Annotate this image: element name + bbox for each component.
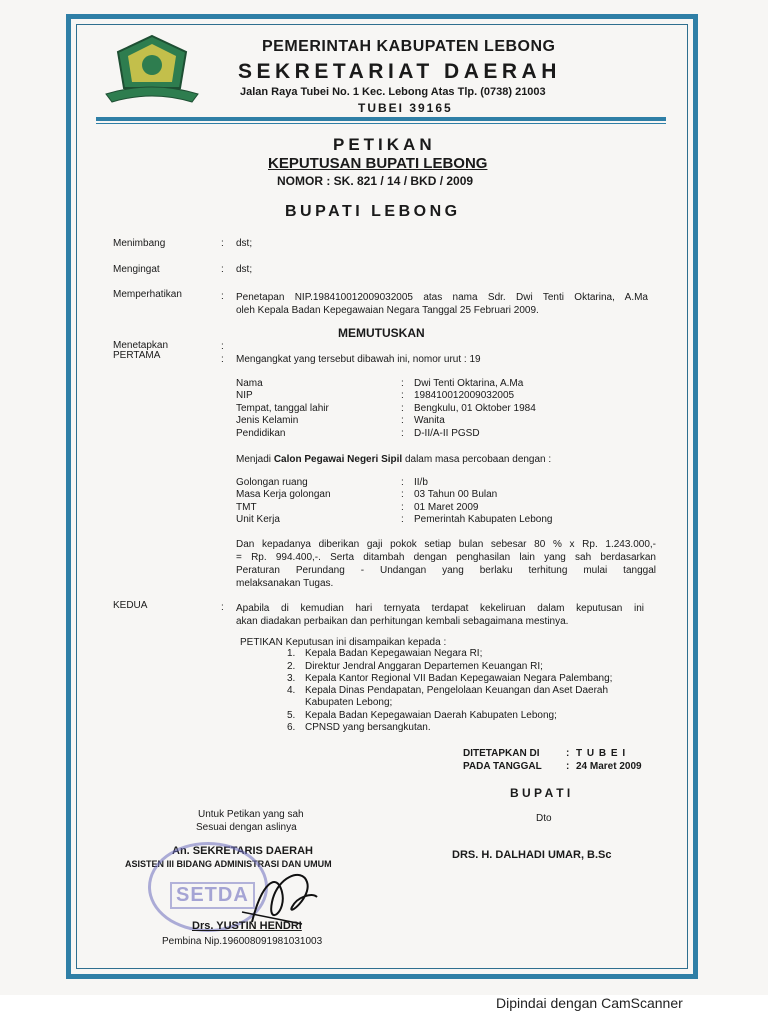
header-divider-thin xyxy=(96,123,666,124)
sesuai-aslinya: Sesuai dengan aslinya xyxy=(196,822,297,833)
title-bupati: BUPATI LEBONG xyxy=(285,203,461,220)
tmt-colon: : xyxy=(401,502,404,513)
nama-colon: : xyxy=(401,378,404,389)
dto-mark: Dto xyxy=(536,813,552,824)
dist-item-3: Kepala Kantor Regional VII Badan Kepegawaian Negara Palembang; xyxy=(305,673,613,684)
menjadi-text xyxy=(236,453,551,466)
gender-value: Wanita xyxy=(414,415,445,426)
mengingat-colon: : xyxy=(221,264,224,275)
memperhatikan-line2: oleh Kepala Badan Kepegawaian Negara Tanggal 25 Februari 2009. xyxy=(236,305,539,316)
menjadi-pre: Menjadi xyxy=(236,454,274,465)
memperhatikan-label: Memperhatikan xyxy=(113,289,182,300)
dist-num-6: 6. xyxy=(287,722,296,733)
nama-value: Dwi Tenti Oktarina, A.Ma xyxy=(414,378,524,389)
menimbang-colon: : xyxy=(221,238,224,249)
mengingat-value: dst; xyxy=(236,264,253,275)
kedua-colon: : xyxy=(221,602,224,613)
dist-item-4: Kepala Dinas Pendapatan, Pengelolaan Keuangan dan Aset Daerah xyxy=(305,685,609,696)
ditetapkan-colon: : xyxy=(566,748,570,759)
header-city: TUBEI 39165 xyxy=(358,101,453,115)
dist-num-4: 4. xyxy=(287,685,296,696)
menjadi-post: dalam masa percobaan dengan : xyxy=(402,454,552,465)
masa-kerja-label: Masa Kerja golongan xyxy=(236,489,331,500)
dist-num-3: 3. xyxy=(287,673,296,684)
mengingat-label: Mengingat xyxy=(113,264,160,275)
memperhatikan-line1: Penetapan NIP.198410012009032005 atas nama Sdr. Dwi Tenti Oktarina, A.Ma xyxy=(236,292,648,303)
bupati-name: DRS. H. DALHADI UMAR, B.Sc xyxy=(452,849,612,861)
dist-num-1: 1. xyxy=(287,648,296,659)
gender-colon: : xyxy=(401,415,404,426)
golongan-label: Golongan ruang xyxy=(236,477,308,488)
stamp-label: SETDA xyxy=(170,882,255,909)
nip-colon: : xyxy=(401,390,404,401)
kedua-line2: akan diadakan perbaikan dan perhitungan kembali sebagaimana mestinya. xyxy=(236,616,569,627)
kedua-line1: Apabila di kemudian hari ternyata terdapat kekeliruan dalam keputusan ini xyxy=(236,603,644,614)
distribution-intro: PETIKAN Keputusan ini disampaikan kepada : xyxy=(240,637,447,648)
pertama-text: Mengangkat yang tersebut dibawah ini, nomor urut : 19 xyxy=(236,354,481,365)
golongan-colon: : xyxy=(401,477,404,488)
scanner-watermark: Dipindai dengan CamScanner xyxy=(496,995,683,1011)
sekretaris-nip: Pembina Nip.196008091981031003 xyxy=(162,936,323,947)
header-government: PEMERINTAH KABUPATEN LEBONG xyxy=(262,38,556,55)
ttl-value: Bengkulu, 01 Oktober 1984 xyxy=(414,403,536,414)
menjadi-status: Calon Pegawai Negeri Sipil xyxy=(273,454,403,465)
masa-kerja-colon: : xyxy=(401,489,404,500)
nip-value: 198410012009032005 xyxy=(414,390,515,401)
tmt-label: TMT xyxy=(236,502,257,513)
gaji-line1: Dan kepadanya diberikan gaji pokok setiap bulan sebesar 80 % x Rp. 1.243.000,- xyxy=(236,539,656,550)
education-colon: : xyxy=(401,428,404,439)
dist-item-4-cont: Kabupaten Lebong; xyxy=(305,697,393,708)
dist-num-5: 5. xyxy=(287,710,296,721)
header-divider xyxy=(96,117,666,121)
kedua-label: KEDUA xyxy=(113,600,148,611)
unit-kerja-value: Pemerintah Kabupaten Lebong xyxy=(414,514,553,525)
masa-kerja-value: 03 Tahun 00 Bulan xyxy=(414,489,498,500)
decree-number: NOMOR : SK. 821 / 14 / BKD / 2009 xyxy=(277,174,474,188)
memperhatikan-colon: : xyxy=(221,291,224,302)
header-address: Jalan Raya Tubei No. 1 Kec. Lebong Atas Tlp. (0738) 21003 xyxy=(240,86,546,98)
title-keputusan: KEPUTUSAN BUPATI LEBONG xyxy=(268,155,488,172)
title-petikan: PETIKAN xyxy=(333,135,436,154)
tanggal-value: 24 Maret 2009 xyxy=(576,761,642,772)
ditetapkan-label: DITETAPKAN DI xyxy=(463,748,540,759)
memutuskan-heading: MEMUTUSKAN xyxy=(338,326,425,340)
pertama-colon: : xyxy=(221,354,224,365)
dist-item-5: Kepala Badan Kepegawaian Daerah Kabupaten Lebong; xyxy=(305,710,557,721)
menetapkan-label: Menetapkan xyxy=(113,340,169,351)
tanggal-label: PADA TANGGAL xyxy=(463,761,542,772)
tmt-value: 01 Maret 2009 xyxy=(414,502,479,513)
dist-item-1: Kepala Badan Kepegawaian Negara RI; xyxy=(305,648,483,659)
gaji-line2: = Rp. 994.400,-. Serta ditambah dengan penghasilan lain yang sah berdasarkan xyxy=(236,552,656,563)
dist-item-6: CPNSD yang bersangkutan. xyxy=(305,722,431,733)
signer-title: B U P A T I xyxy=(510,786,571,800)
ttl-label: Tempat, tanggal lahir xyxy=(236,403,329,414)
gaji-line3: Peraturan Perundang - Undangan yang berlaku terhitung mulai tanggal xyxy=(236,565,656,576)
sekretaris-name: Drs. YUSTIN HENDRI xyxy=(192,920,302,932)
menimbang-label: Menimbang xyxy=(113,238,166,249)
ttl-colon: : xyxy=(401,403,404,414)
an-sekretaris: An. SEKRETARIS DAERAH xyxy=(172,845,313,857)
gender-label: Jenis Kelamin xyxy=(236,415,299,426)
golongan-value: II/b xyxy=(414,477,428,488)
unit-kerja-colon: : xyxy=(401,514,404,525)
education-value: D-II/A-II PGSD xyxy=(414,428,480,439)
nip-label: NIP xyxy=(236,390,253,401)
menetapkan-colon: : xyxy=(221,341,224,352)
petikan-sah: Untuk Petikan yang sah xyxy=(198,809,304,820)
education-label: Pendidikan xyxy=(236,428,286,439)
ditetapkan-value: T U B E I xyxy=(576,748,627,759)
dist-item-2: Direktur Jendral Anggaran Departemen Keuangan RI; xyxy=(305,661,543,672)
regency-emblem-icon xyxy=(102,32,202,104)
pertama-label: PERTAMA xyxy=(113,350,161,361)
asisten-title: ASISTEN III BIDANG ADMINISTRASI DAN UMUM xyxy=(125,859,332,869)
tanggal-colon: : xyxy=(566,761,570,772)
menimbang-value: dst; xyxy=(236,238,253,249)
gaji-line4: melaksanakan Tugas. xyxy=(236,578,334,589)
dist-num-2: 2. xyxy=(287,661,296,672)
unit-kerja-label: Unit Kerja xyxy=(236,514,280,525)
nama-label: Nama xyxy=(236,378,263,389)
header-secretariat: SEKRETARIAT DAERAH xyxy=(238,60,561,83)
